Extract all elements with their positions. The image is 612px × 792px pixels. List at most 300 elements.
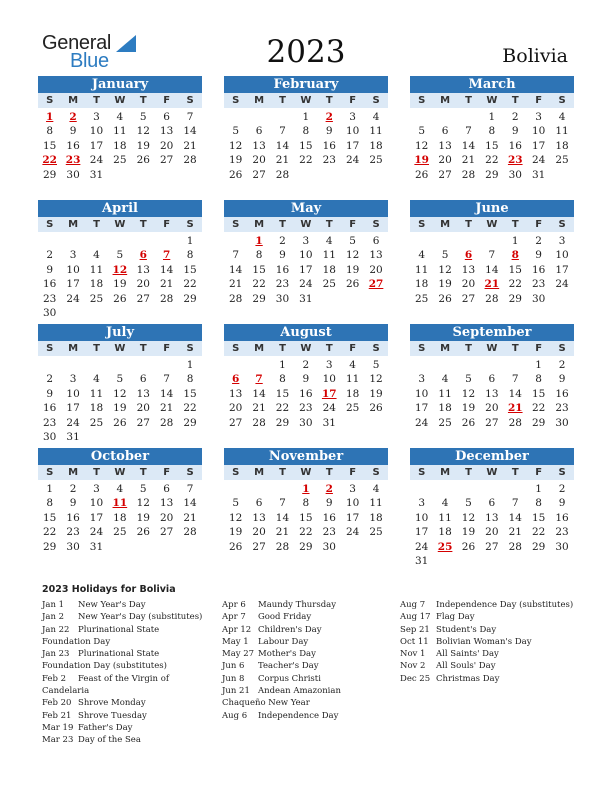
calendar-day: 6	[163, 111, 170, 123]
calendar-day: 11	[89, 263, 104, 276]
calendar-day: 19	[229, 154, 243, 167]
calendar-day: 27	[252, 168, 266, 181]
calendar-day: 10	[89, 497, 104, 510]
weekday-header	[38, 93, 202, 108]
calendar-day: 5	[441, 249, 449, 262]
month-title: June	[410, 200, 574, 217]
weekday-label: T	[93, 343, 100, 354]
calendar-day: 28	[275, 168, 290, 181]
calendar-day: 27	[461, 292, 476, 305]
calendar-day: 27	[136, 416, 150, 429]
calendar-day: 28	[183, 526, 197, 539]
calendar-day: 12	[461, 387, 476, 400]
weekday-label: S	[186, 467, 194, 478]
holiday-day: 11	[112, 497, 128, 510]
calendar-day: 19	[461, 402, 476, 415]
holiday-date: Aug 17	[400, 612, 431, 623]
weekday-label: S	[232, 219, 240, 230]
calendar-day: 9	[558, 497, 566, 510]
calendar-day: 16	[531, 263, 546, 276]
calendar-day: 12	[229, 139, 243, 152]
calendar-day: 17	[66, 402, 80, 415]
calendar-day: 19	[136, 139, 150, 152]
holiday-name: Plurinational State Foundation Day	[42, 624, 160, 647]
calendar-day: 27	[438, 168, 452, 181]
holiday-entry	[222, 599, 387, 611]
empty-cell	[61, 358, 84, 372]
weekday-label: T	[465, 467, 472, 478]
calendar-day: 19	[345, 263, 360, 276]
day-grid	[38, 110, 202, 182]
calendar-day: 9	[325, 497, 333, 510]
calendar-day: 29	[531, 416, 546, 429]
holiday-entry	[42, 673, 207, 698]
calendar-day: 13	[252, 511, 266, 524]
holiday-date: Feb 2	[42, 673, 67, 684]
weekday-label: F	[535, 219, 543, 230]
holiday-entry	[42, 697, 207, 709]
holiday-day: 25	[437, 540, 453, 553]
empty-cell	[247, 110, 270, 124]
weekday-label: T	[511, 343, 519, 354]
month-title: July	[38, 324, 202, 341]
calendar-day: 19	[113, 402, 127, 415]
month-title: February	[224, 76, 388, 93]
calendar-day: 6	[488, 497, 496, 510]
holiday-name: Father's Day	[78, 722, 133, 733]
calendar-day: 27	[159, 526, 174, 539]
calendar-day: 3	[535, 111, 542, 123]
holiday-day: 6	[232, 373, 240, 386]
calendar-day: 22	[183, 402, 197, 415]
holiday-name: Shrove Tuesday	[78, 710, 147, 721]
weekday-label: F	[163, 467, 171, 478]
holiday-name: Feast of the Virgin of Candelaria	[42, 673, 169, 697]
holiday-name: Maundy Thursday	[258, 600, 337, 610]
calendar-day: 4	[372, 483, 380, 495]
calendar-day: 3	[418, 497, 426, 510]
calendar-day: 5	[116, 249, 124, 262]
empty-cell	[224, 234, 247, 248]
weekday-label: T	[325, 343, 333, 354]
holiday-name: Day of the Sea	[78, 735, 141, 746]
calendar-day: 11	[415, 263, 429, 276]
calendar-day: 19	[438, 278, 452, 291]
empty-cell	[410, 482, 433, 496]
calendar-day: 24	[415, 416, 429, 429]
empty-cell	[504, 358, 527, 372]
holiday-entry	[400, 660, 575, 672]
calendar-day: 3	[558, 235, 566, 247]
calendar-day: 23	[43, 292, 57, 305]
empty-cell	[85, 358, 108, 372]
calendar-day: 30	[275, 292, 290, 305]
weekday-label: S	[418, 343, 426, 354]
calendar-day: 31	[299, 292, 313, 305]
calendar-day: 25	[415, 292, 429, 305]
calendar-day: 30	[66, 540, 80, 553]
calendar-day: 24	[415, 540, 429, 553]
calendar-day: 6	[163, 483, 170, 495]
calendar-day: 15	[508, 263, 522, 276]
holiday-entry	[222, 710, 387, 722]
calendar-day: 9	[302, 373, 310, 386]
calendar-day: 13	[485, 387, 499, 400]
calendar-day: 22	[299, 154, 313, 167]
holiday-date: Mar 23	[42, 735, 74, 746]
calendar-day: 28	[183, 154, 197, 167]
holiday-date: Nov 1	[400, 649, 426, 660]
calendar-day: 18	[415, 278, 429, 291]
weekday-label: S	[232, 95, 240, 106]
weekday-label: T	[465, 95, 472, 106]
weekday-label: W	[300, 219, 312, 230]
calendar-day: 18	[113, 139, 127, 152]
calendar-day: 24	[66, 292, 80, 305]
calendar-day: 12	[415, 139, 429, 152]
calendar-day: 16	[66, 139, 80, 152]
calendar-day: 17	[89, 511, 104, 524]
calendar-day: 10	[415, 387, 429, 400]
calendar-day: 20	[136, 278, 150, 291]
weekday-label: T	[139, 219, 147, 230]
day-grid	[410, 482, 574, 568]
empty-cell	[85, 234, 108, 248]
calendar-day: 17	[345, 139, 360, 152]
calendar-day: 25	[438, 416, 452, 429]
calendar-day: 6	[255, 125, 263, 138]
calendar-day: 4	[441, 497, 449, 510]
calendar-day: 12	[136, 125, 150, 138]
calendar-day: 24	[345, 526, 360, 539]
calendar-day: 14	[159, 387, 174, 400]
holiday-day: 2	[325, 483, 333, 495]
holiday-day: 23	[65, 154, 81, 167]
holiday-date: Oct 11	[400, 636, 429, 647]
day-grid	[38, 482, 202, 554]
calendar-day: 21	[183, 511, 197, 524]
weekday-label: M	[68, 95, 79, 106]
calendar-day: 8	[302, 497, 310, 510]
calendar-day: 7	[511, 373, 519, 386]
weekday-label: W	[486, 343, 498, 354]
holiday-date: Dec 25	[400, 673, 431, 684]
empty-cell	[108, 234, 131, 248]
holiday-name: Flag Day	[436, 612, 475, 623]
calendar-day: 18	[89, 402, 104, 415]
calendar-day: 17	[555, 263, 569, 276]
calendar-day: 26	[136, 154, 150, 167]
empty-cell	[480, 234, 503, 248]
calendar-day: 22	[531, 526, 546, 539]
weekday-label: S	[558, 95, 566, 106]
calendar-day: 18	[369, 139, 383, 152]
holiday-name: All Souls' Day	[436, 661, 496, 672]
weekday-label: M	[68, 467, 79, 478]
calendar-day: 31	[89, 540, 104, 553]
calendar-day: 30	[531, 292, 546, 305]
holidays-column-1	[42, 599, 207, 747]
holiday-name: Andean Amazonian Chaqueño New Year	[222, 686, 341, 709]
calendar-day: 25	[322, 278, 336, 291]
calendar-day: 1	[279, 359, 286, 371]
calendar-day: 29	[531, 540, 546, 553]
calendar-day: 16	[43, 278, 57, 291]
calendar-day: 30	[508, 168, 522, 181]
calendar-day: 31	[66, 430, 80, 443]
holiday-name: Shrove Monday	[78, 698, 146, 709]
calendar-day: 3	[349, 111, 356, 123]
calendar-day: 4	[325, 235, 333, 247]
weekday-header	[224, 217, 388, 232]
calendar-day: 15	[275, 387, 290, 400]
calendar-day: 27	[485, 540, 499, 553]
calendar-day: 12	[438, 263, 452, 276]
calendar-day: 16	[43, 402, 57, 415]
calendar-day: 23	[555, 402, 569, 415]
calendar-day: 13	[159, 497, 174, 510]
weekday-label: M	[440, 219, 451, 230]
weekday-label: W	[486, 95, 498, 106]
calendar-day: 20	[485, 526, 499, 539]
calendar-day: 20	[252, 526, 266, 539]
calendar-day: 4	[93, 249, 100, 262]
calendar-day: 18	[438, 402, 452, 415]
calendar-day: 28	[252, 416, 266, 429]
calendar-day: 4	[558, 111, 566, 123]
holiday-date: Feb 20	[42, 698, 72, 709]
calendar-day: 15	[531, 387, 546, 400]
weekday-label: S	[186, 95, 194, 106]
calendar-day: 19	[113, 278, 127, 291]
weekday-label: S	[558, 343, 566, 354]
month-title: March	[410, 76, 574, 93]
calendar-day: 22	[43, 526, 57, 539]
day-grid	[38, 234, 202, 320]
weekday-label: M	[440, 467, 451, 478]
calendar-day: 14	[159, 263, 174, 276]
holiday-name: Children's Day	[258, 624, 322, 635]
calendar-day: 3	[302, 235, 310, 247]
day-grid	[410, 234, 574, 306]
month-title: April	[38, 200, 202, 217]
weekday-label: S	[46, 343, 54, 354]
empty-cell	[410, 234, 433, 248]
calendar-day: 7	[488, 249, 496, 262]
month-title: December	[410, 448, 574, 465]
empty-cell	[247, 358, 270, 372]
calendar-day: 20	[461, 278, 476, 291]
calendar-day: 24	[555, 278, 569, 291]
calendar-day: 29	[508, 292, 522, 305]
weekday-label: W	[114, 219, 126, 230]
holidays-title: 2023 Holidays for Bolivia	[42, 584, 176, 595]
month-may	[224, 200, 388, 306]
weekday-label: F	[349, 95, 357, 106]
calendar-day: 18	[89, 278, 104, 291]
weekday-label: T	[279, 467, 286, 478]
calendar-day: 11	[555, 125, 569, 138]
calendar-day: 4	[349, 359, 356, 371]
calendar-day: 29	[183, 292, 197, 305]
calendar-day: 5	[232, 497, 240, 510]
day-grid	[410, 358, 574, 430]
weekday-header	[410, 341, 574, 356]
calendar-day: 10	[66, 387, 80, 400]
holiday-date: Aug 7	[400, 600, 426, 610]
calendar-day: 14	[183, 125, 197, 138]
holiday-date: May 1	[222, 636, 249, 647]
holiday-date: Jan 2	[42, 612, 65, 623]
weekday-label: T	[139, 467, 147, 478]
weekday-label: S	[186, 343, 194, 354]
weekday-label: T	[465, 343, 472, 354]
calendar-day: 23	[299, 402, 313, 415]
holiday-day: 6	[464, 249, 473, 262]
holiday-date: Apr 7	[222, 612, 246, 623]
empty-cell	[480, 358, 503, 372]
calendar-day: 13	[159, 125, 174, 138]
calendar-day: 15	[531, 511, 546, 524]
calendar-day: 25	[345, 402, 360, 415]
calendar-day: 21	[508, 526, 522, 539]
weekday-label: W	[114, 95, 126, 106]
holiday-name: Teacher's Day	[258, 661, 319, 672]
empty-cell	[480, 482, 503, 496]
calendar-day: 8	[302, 125, 310, 138]
calendar-day: 14	[183, 497, 197, 510]
calendar-day: 26	[229, 168, 243, 181]
weekday-label: T	[139, 95, 147, 106]
holiday-day: 21	[484, 278, 500, 291]
calendar-day: 27	[485, 416, 499, 429]
weekday-label: M	[254, 219, 265, 230]
calendar-day: 5	[139, 483, 147, 495]
calendar-day: 26	[113, 416, 127, 429]
calendar-day: 10	[345, 125, 360, 138]
calendar-day: 21	[183, 139, 197, 152]
weekday-label: T	[93, 95, 100, 106]
weekday-label: F	[535, 95, 543, 106]
holiday-day: 19	[414, 154, 429, 167]
calendar-day: 16	[555, 511, 569, 524]
calendar-day: 28	[275, 540, 290, 553]
calendar-day: 9	[279, 249, 286, 262]
calendar-day: 18	[555, 139, 569, 152]
empty-cell	[457, 110, 480, 124]
holiday-day: 6	[139, 249, 147, 262]
calendar-day: 31	[89, 168, 104, 181]
empty-cell	[410, 358, 433, 372]
month-february	[224, 76, 388, 182]
calendar-day: 27	[229, 416, 243, 429]
calendar-year: 2023	[266, 34, 346, 70]
calendar-day: 11	[345, 373, 360, 386]
holiday-day: 1	[46, 111, 54, 123]
day-grid	[224, 110, 388, 182]
calendar-day: 4	[116, 111, 124, 123]
calendar-day: 15	[252, 263, 266, 276]
calendar-day: 12	[461, 511, 476, 524]
holiday-entry	[42, 734, 207, 746]
calendar-day: 17	[415, 526, 429, 539]
month-title: May	[224, 200, 388, 217]
calendar-day: 17	[345, 511, 360, 524]
calendar-day: 21	[229, 278, 243, 291]
calendar-day: 1	[488, 111, 496, 123]
weekday-header	[410, 217, 574, 232]
calendar-day: 23	[66, 526, 80, 539]
calendar-day: 12	[345, 249, 360, 262]
calendar-day: 8	[255, 249, 263, 262]
month-title: August	[224, 324, 388, 341]
empty-cell	[38, 234, 61, 248]
empty-cell	[504, 482, 527, 496]
calendar-day: 8	[279, 373, 286, 386]
day-grid	[224, 482, 388, 554]
holiday-day: 1	[302, 483, 310, 495]
calendar-day: 19	[229, 526, 243, 539]
holiday-date: Jan 23	[42, 649, 70, 660]
month-title: September	[410, 324, 574, 341]
holiday-date: Apr 6	[222, 600, 246, 610]
calendar-day: 29	[252, 292, 266, 305]
calendar-day: 27	[252, 540, 266, 553]
calendar-day: 16	[275, 263, 290, 276]
calendar-day: 29	[485, 168, 499, 181]
calendar-day: 2	[46, 373, 54, 386]
holiday-date: Jun 8	[222, 673, 245, 684]
calendar-day: 10	[555, 249, 569, 262]
calendar-day: 25	[113, 526, 127, 539]
holiday-name: Independence Day (substitutes)	[436, 600, 574, 610]
calendar-day: 5	[418, 125, 426, 138]
calendar-day: 28	[159, 292, 174, 305]
weekday-label: T	[511, 467, 519, 478]
calendar-day: 3	[349, 483, 356, 495]
calendar-day: 11	[113, 125, 127, 138]
calendar-day: 7	[186, 111, 194, 123]
calendar-day: 22	[508, 278, 522, 291]
empty-cell	[457, 358, 480, 372]
calendar-day: 30	[555, 416, 569, 429]
calendar-day: 2	[558, 483, 566, 495]
calendar-day: 12	[229, 511, 243, 524]
holiday-day: 2	[325, 111, 333, 123]
calendar-day: 22	[275, 402, 290, 415]
calendar-day: 26	[461, 416, 476, 429]
empty-cell	[457, 482, 480, 496]
calendar-day: 11	[369, 125, 383, 138]
calendar-day: 20	[369, 263, 383, 276]
calendar-day: 13	[461, 263, 476, 276]
weekday-label: S	[46, 219, 54, 230]
month-march	[410, 76, 574, 182]
weekday-label: T	[279, 95, 286, 106]
month-december	[410, 448, 574, 568]
day-grid	[224, 358, 388, 430]
empty-cell	[433, 234, 456, 248]
empty-cell	[410, 110, 433, 124]
calendar-day: 2	[511, 111, 519, 123]
holiday-name: Student's Day	[436, 624, 497, 635]
empty-cell	[132, 234, 155, 248]
calendar-day: 2	[279, 235, 286, 247]
calendar-day: 28	[229, 292, 243, 305]
calendar-day: 14	[275, 139, 290, 152]
holiday-entry	[222, 648, 387, 660]
calendar-day: 14	[252, 387, 266, 400]
